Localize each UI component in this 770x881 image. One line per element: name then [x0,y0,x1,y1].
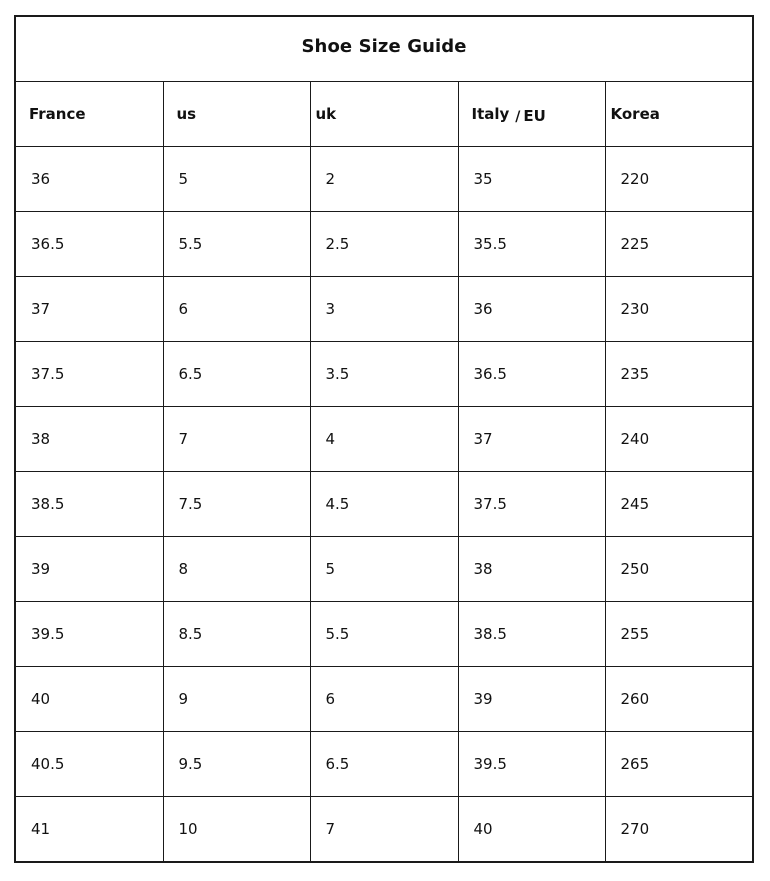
cell-italy: 36.5 [458,342,605,407]
table-row [15,212,753,277]
cell-italy: 37.5 [458,472,605,537]
cell-france: 40.5 [15,732,163,797]
cell-italy: 38 [458,537,605,602]
table-row [15,407,753,472]
cell-korea: 220 [605,147,753,212]
cell-italy: 39 [458,667,605,732]
cell-us: 5.5 [163,212,310,277]
table-title [15,16,753,82]
cell-uk: 3.5 [310,342,458,407]
cell-korea: 225 [605,212,753,277]
cell-uk: 4 [310,407,458,472]
cell-france: 39 [15,537,163,602]
cell-france: 37 [15,277,163,342]
cell-korea: 255 [605,602,753,667]
cell-uk: 2 [310,147,458,212]
header-uk: uk [310,82,458,147]
cell-uk: 5 [310,537,458,602]
cell-italy: 38.5 [458,602,605,667]
header-korea: Korea [605,82,753,147]
cell-korea: 270 [605,797,753,863]
cell-uk: 4.5 [310,472,458,537]
table-row [15,667,753,732]
header-italy: Italy [471,105,510,123]
table-row [15,797,753,863]
cell-korea: 250 [605,537,753,602]
cell-italy: 37 [458,407,605,472]
table-row [15,732,753,797]
cell-uk: 3 [310,277,458,342]
cell-france: 36.5 [15,212,163,277]
cell-korea: 240 [605,407,753,472]
cell-france: 37.5 [15,342,163,407]
header-france: France [15,82,163,147]
cell-us: 8.5 [163,602,310,667]
cell-france: 41 [15,797,163,863]
cell-korea: 260 [605,667,753,732]
cell-italy: 39.5 [458,732,605,797]
table-row [15,537,753,602]
cell-uk: 6.5 [310,732,458,797]
cell-france: 36 [15,147,163,212]
cell-korea: 265 [605,732,753,797]
cell-us: 6.5 [163,342,310,407]
cell-korea: 235 [605,342,753,407]
cell-us: 6 [163,277,310,342]
cell-italy: 35 [458,147,605,212]
shoe-size-table [14,15,754,863]
cell-france: 38.5 [15,472,163,537]
cell-italy: 40 [458,797,605,863]
cell-uk: 6 [310,667,458,732]
cell-us: 9 [163,667,310,732]
cell-us: 7 [163,407,310,472]
cell-us: 10 [163,797,310,863]
cell-italy: 36 [458,277,605,342]
cell-italy: 35.5 [458,212,605,277]
table-row [15,342,753,407]
cell-korea: 230 [605,277,753,342]
table-row [15,277,753,342]
cell-france: 39.5 [15,602,163,667]
header-row [15,82,753,147]
table-row [15,602,753,667]
cell-france: 40 [15,667,163,732]
header-italy-separator: / [515,109,521,125]
cell-uk: 7 [310,797,458,863]
table-row [15,472,753,537]
title-row [15,16,753,82]
cell-us: 9.5 [163,732,310,797]
cell-uk: 2.5 [310,212,458,277]
cell-korea: 245 [605,472,753,537]
header-eu: EU [523,107,546,125]
cell-us: 7.5 [163,472,310,537]
cell-us: 5 [163,147,310,212]
cell-france: 38 [15,407,163,472]
header-us: us [163,82,310,147]
cell-us: 8 [163,537,310,602]
table-title-text: Shoe Size Guide [301,35,467,57]
table-row [15,147,753,212]
cell-uk: 5.5 [310,602,458,667]
header-italy-eu [458,82,605,147]
